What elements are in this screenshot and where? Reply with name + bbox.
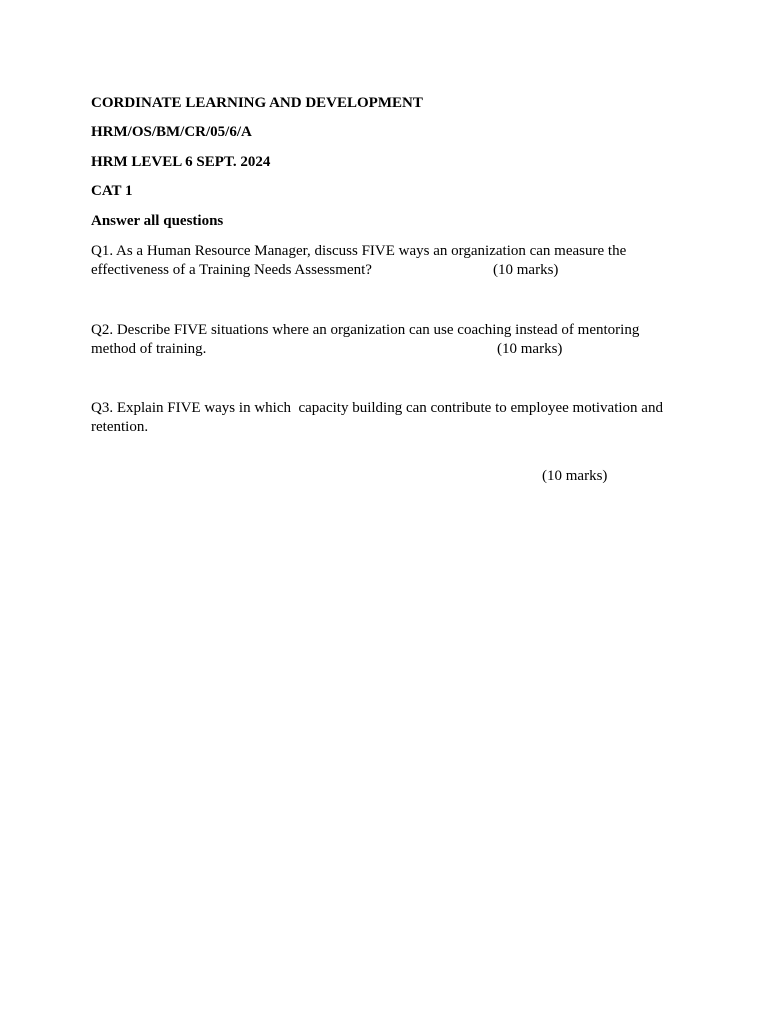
exam-level-date: HRM LEVEL 6 SEPT. 2024 xyxy=(91,154,271,170)
question-2-line-1: Q2. Describe FIVE situations where an organization can use coaching instead of mentoring xyxy=(91,322,640,338)
question-3-line-1: Q3. Explain FIVE ways in which capacity building can contribute to employee motivation and xyxy=(91,400,663,416)
question-3-marks: (10 marks) xyxy=(542,468,608,484)
cat-label: CAT 1 xyxy=(91,183,133,199)
question-1-line-1: Q1. As a Human Resource Manager, discuss FIVE ways an organization can measure the xyxy=(91,243,627,259)
instruction-text: Answer all questions xyxy=(91,213,224,229)
question-1-marks: (10 marks) xyxy=(493,262,559,278)
document-title: CORDINATE LEARNING AND DEVELOPMENT xyxy=(91,95,423,111)
question-2-marks: (10 marks) xyxy=(497,341,563,357)
question-1-line-2: effectiveness of a Training Needs Assessment? xyxy=(91,262,372,278)
question-3-line-2: retention. xyxy=(91,419,149,435)
question-2-line-2: method of training. xyxy=(91,341,207,357)
course-code: HRM/OS/BM/CR/05/6/A xyxy=(91,124,252,140)
